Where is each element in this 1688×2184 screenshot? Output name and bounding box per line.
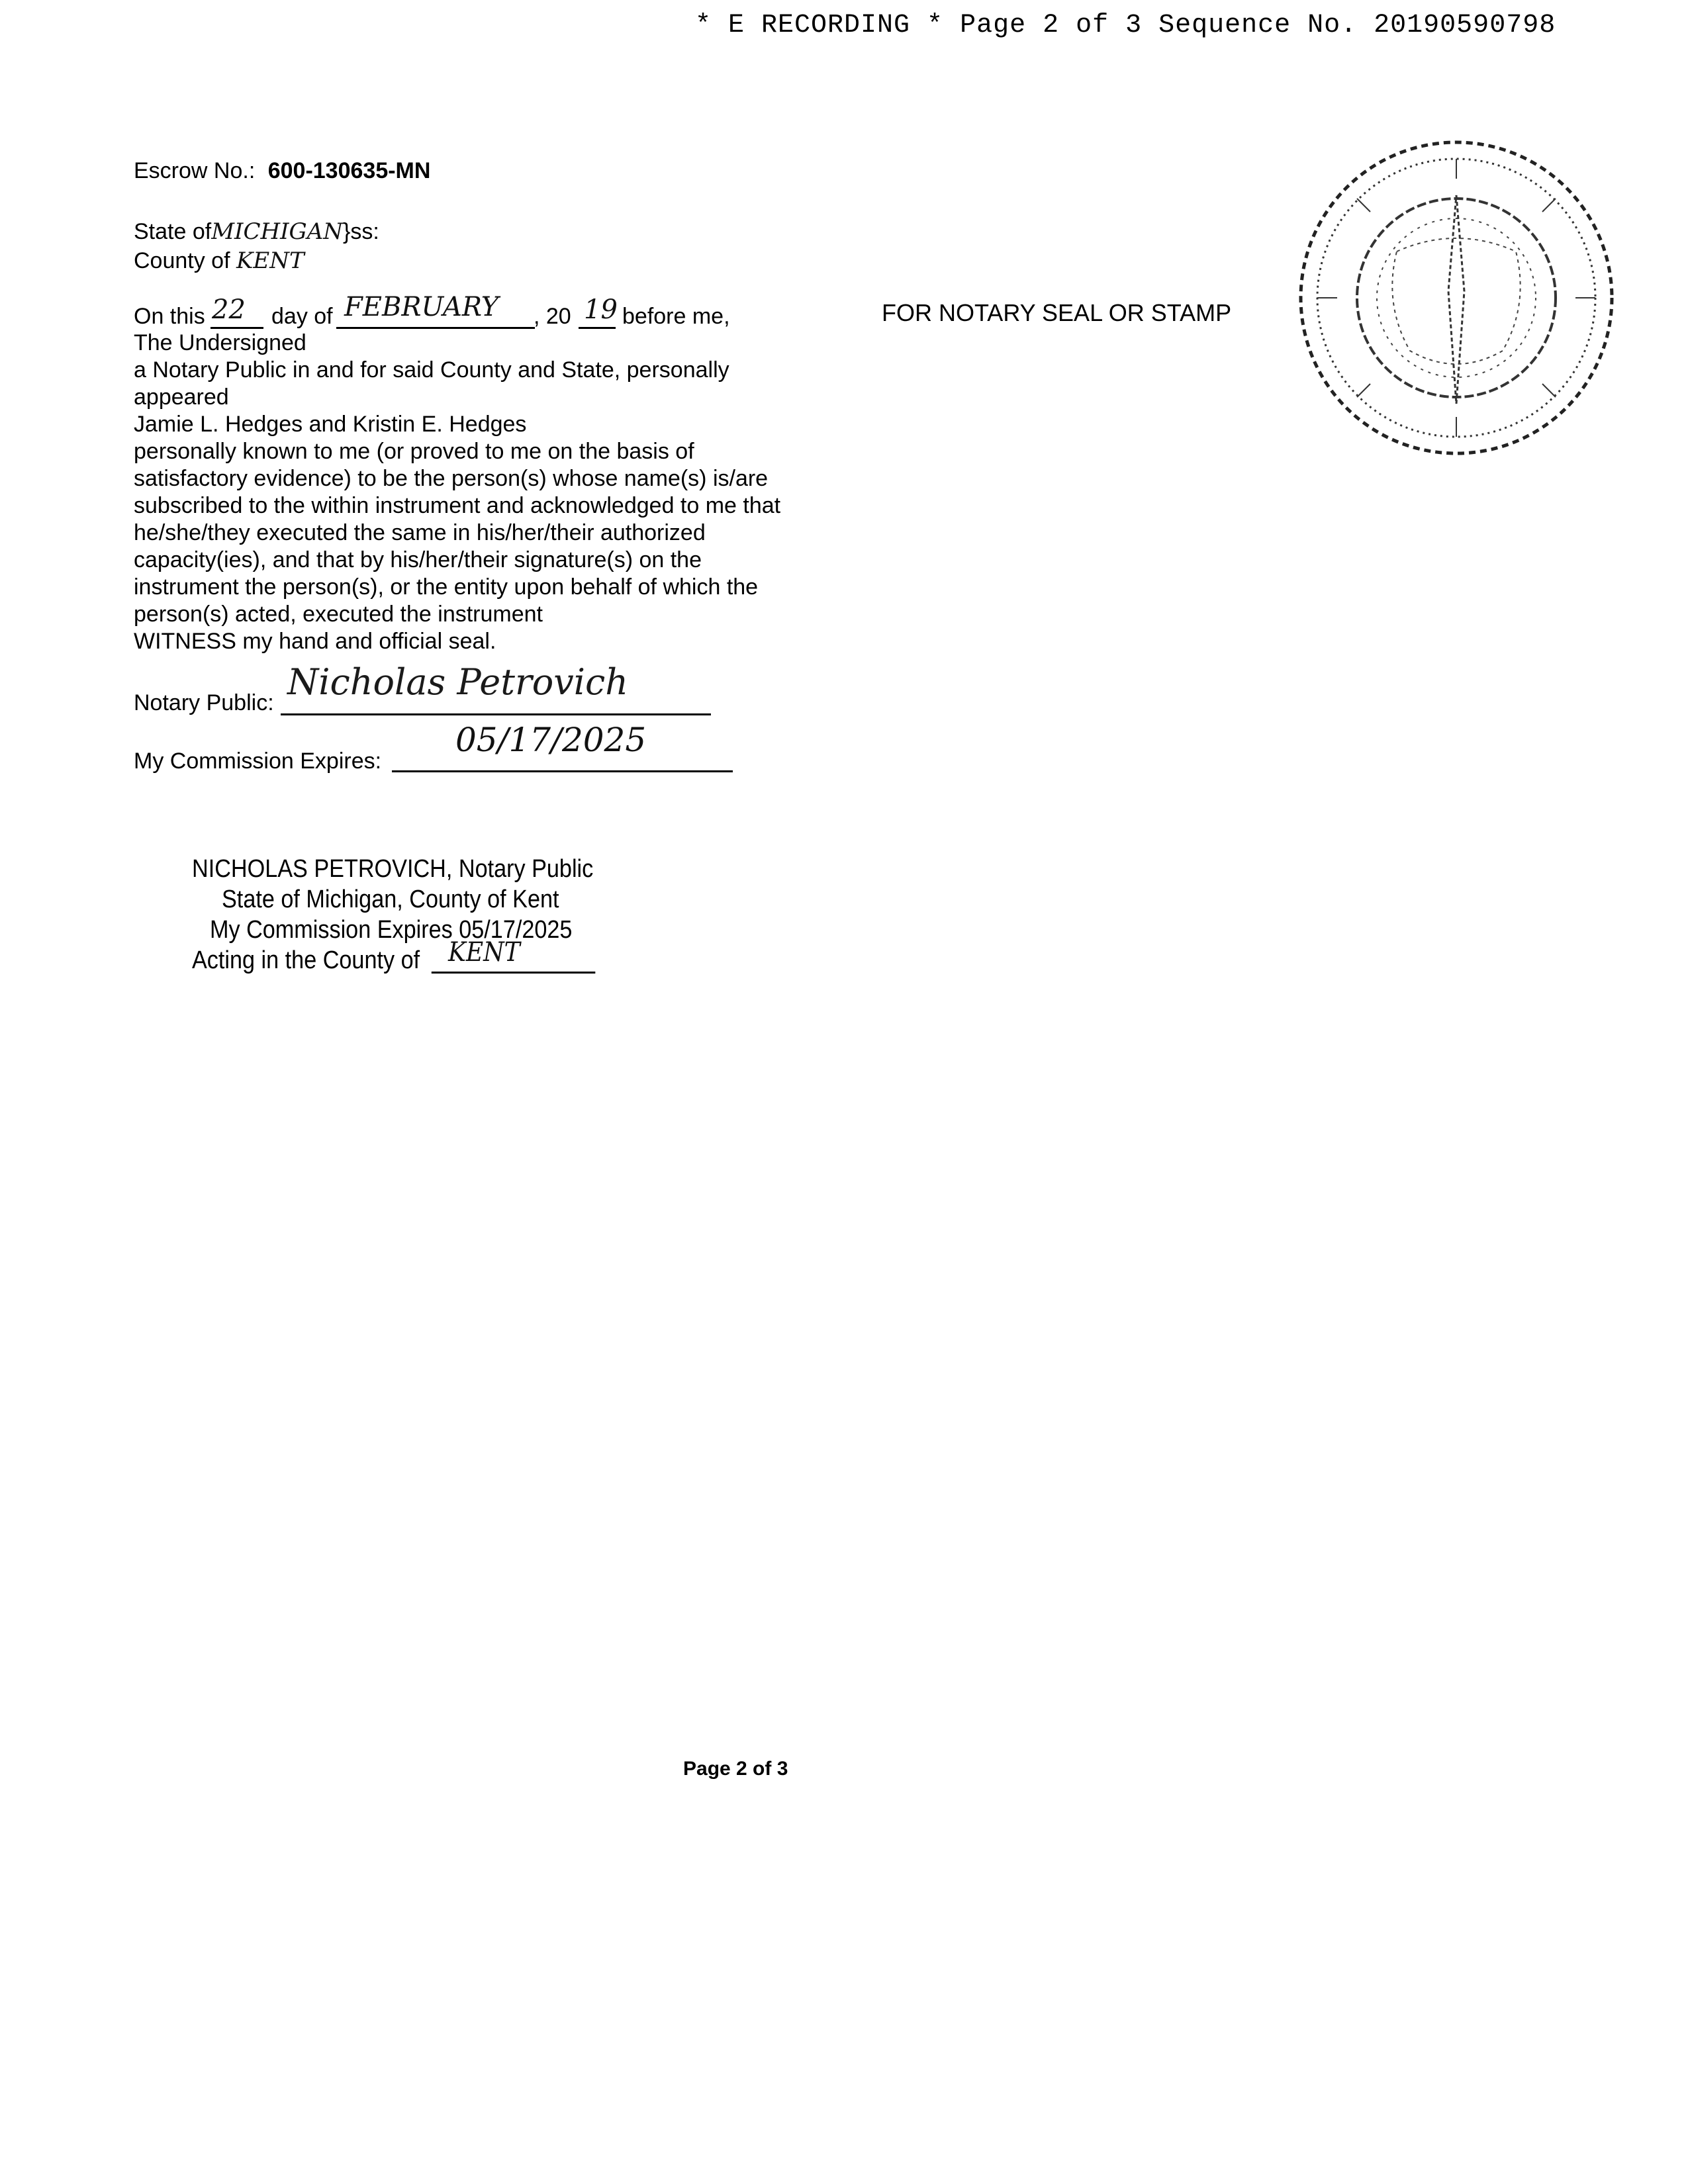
notary-signature: Nicholas Petrovich xyxy=(287,661,629,703)
recording-header: * E RECORDING * Page 2 of 3 Sequence No. 20190590798 xyxy=(695,11,1556,40)
commission-line xyxy=(134,721,796,782)
commission-handwritten: 05/17/2025 xyxy=(455,721,647,759)
year-underline xyxy=(579,327,616,329)
page-footer: Page 2 of 3 xyxy=(683,1758,788,1780)
acknowledgment-text: The Undersigned a Notary Public in and for said County and State, personally appeared Jamie L. Hedges and Kristin E. Hedges personally known to me (or proved to me on the basis of satisfactory evidence) to be the person(s) whose name(s) is/are subscribed to the within instrument and acknowledged to me that he/she/they executed the same in his/her/their authorized capacity(ies), and that by his/her/their signature(s) on the instrument the person(s), or the entity upon behalf of which the person(s) acted, executed the instrument WITNESS my hand and official seal. xyxy=(134,330,781,654)
stamp-line-2: State of Michigan, County of Kent xyxy=(222,886,559,913)
day-of-label: day of xyxy=(271,304,333,329)
county-prefix: County of xyxy=(134,248,230,273)
stamp-line-1: NICHOLAS PETROVICH, Notary Public xyxy=(192,855,594,883)
escrow-label: Escrow No.: xyxy=(134,158,256,183)
state-suffix: }ss: xyxy=(343,219,379,244)
county-handwritten: KENT xyxy=(236,248,305,274)
notary-public-label: Notary Public: xyxy=(134,690,274,715)
month-underline xyxy=(336,327,535,329)
escrow-number: 600-130635-MN xyxy=(267,158,431,183)
notary-stamp-block xyxy=(192,854,593,978)
acting-county-underline xyxy=(432,972,596,974)
seal-label: FOR NOTARY SEAL OR STAMP xyxy=(882,299,1232,326)
month-handwritten: FEBRUARY xyxy=(344,292,499,322)
day-underline xyxy=(211,327,263,329)
state-handwritten: MICHIGAN xyxy=(211,218,344,245)
commission-label: My Commission Expires: xyxy=(134,749,382,774)
year-prefix: , 20 xyxy=(534,304,571,329)
stamp-line-4 xyxy=(192,937,593,978)
signature-underline xyxy=(281,713,711,715)
stamp-line-3: My Commission Expires 05/17/2025 xyxy=(210,916,573,944)
on-this-label: On this xyxy=(134,304,205,329)
escrow-line xyxy=(134,158,430,185)
state-prefix: State of xyxy=(134,219,212,244)
commission-underline xyxy=(392,770,733,772)
seal-graphic xyxy=(1291,132,1622,463)
acting-county-handwritten: KENT xyxy=(448,937,520,968)
state-line xyxy=(134,218,379,246)
county-line xyxy=(134,248,305,275)
before-me-label: before me, xyxy=(622,304,730,329)
acting-county-label: Acting in the County of xyxy=(192,946,420,974)
year-handwritten: 19 xyxy=(584,295,618,325)
notary-seal xyxy=(1291,132,1622,463)
day-handwritten: 22 xyxy=(212,295,246,325)
